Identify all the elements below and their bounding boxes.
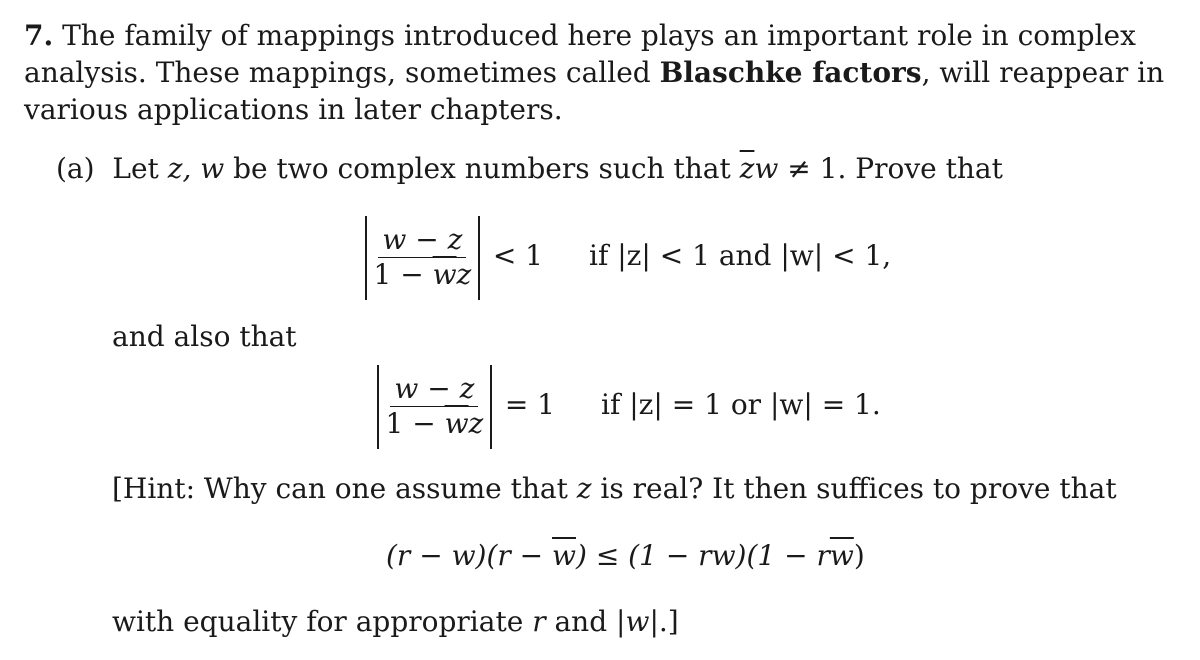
- fraction-1-denominator: [370, 258, 476, 292]
- part-a-vars: z, w: [167, 152, 225, 185]
- ineq-part-2: ) ≤ (1 − rw)(1 − r: [576, 539, 830, 572]
- fraction-2-denominator: [382, 407, 488, 441]
- ineq-part-3: ): [853, 539, 865, 572]
- hint-line: [112, 472, 1117, 506]
- hint-open: [Hint: Why can one assume that: [112, 472, 577, 505]
- z-var: z: [456, 258, 472, 291]
- den-one: 1 −: [385, 407, 445, 440]
- hint-z: z: [576, 472, 592, 505]
- equation-2-relation: = 1: [504, 388, 555, 421]
- abs-bar-left: [377, 365, 379, 449]
- hint-inequality: [386, 539, 865, 573]
- problem-line-1: [24, 19, 1136, 53]
- closing-r: r: [532, 605, 546, 638]
- ineq-part-1: (r − w)(r −: [386, 539, 553, 572]
- w-bar: $\overline{w}$: [432, 258, 457, 291]
- closing-line: [112, 605, 679, 639]
- problem-line-3: [24, 93, 563, 127]
- fraction-2-numerator: w − z: [390, 372, 478, 407]
- w-bar: $\overline{w}$: [444, 407, 469, 440]
- closing-w: w: [625, 605, 650, 638]
- intro-text-3: various applications in later chapters.: [24, 93, 563, 126]
- fraction-2: [382, 372, 488, 441]
- w-var: w: [754, 152, 779, 185]
- equation-2: [374, 363, 881, 449]
- z-var: z: [468, 407, 484, 440]
- abs-bar-left: [365, 216, 367, 300]
- part-a-label: (a): [56, 152, 95, 185]
- equation-2-condition: if |z| = 1 or |w| = 1.: [601, 388, 881, 421]
- problem-number: 7.: [24, 19, 54, 52]
- closing-p3: |.]: [649, 605, 679, 638]
- intro-text-2a: analysis. These mappings, sometimes called: [24, 56, 660, 89]
- intro-text-2c: , will reappear in: [921, 56, 1165, 89]
- w-bar-1: $\overline{w}$: [552, 539, 576, 572]
- equation-1: [362, 214, 891, 300]
- part-a-lead: Let: [112, 152, 168, 185]
- closing-p2: and |: [545, 605, 626, 638]
- abs-bar-right: [478, 216, 480, 300]
- z-bar: $\overline{z}$: [739, 152, 755, 185]
- den-one: 1 −: [373, 258, 433, 291]
- w-bar-2: $\overline{w}$: [829, 539, 854, 572]
- fraction-1-numerator: w − z: [378, 223, 466, 258]
- and-also-text: and also that: [112, 320, 297, 353]
- closing-p1: with equality for appropriate: [112, 605, 533, 638]
- blaschke-factors-term: Blaschke factors: [659, 56, 922, 89]
- abs-bar-right: [490, 365, 492, 449]
- hint-close: is real? It then suffices to prove that: [591, 472, 1117, 505]
- equation-1-condition: if |z| < 1 and |w| < 1,: [589, 239, 892, 272]
- problem-line-2: [24, 56, 1164, 90]
- equation-1-relation: < 1: [492, 239, 543, 272]
- fraction-1: [370, 223, 476, 292]
- part-a-neq: ≠ 1. Prove that: [778, 152, 1003, 185]
- part-a-mid: be two complex numbers such that: [224, 152, 740, 185]
- intro-text-1: The family of mappings introduced here plays an important role in complex: [53, 19, 1136, 52]
- part-a-statement: [56, 152, 1003, 186]
